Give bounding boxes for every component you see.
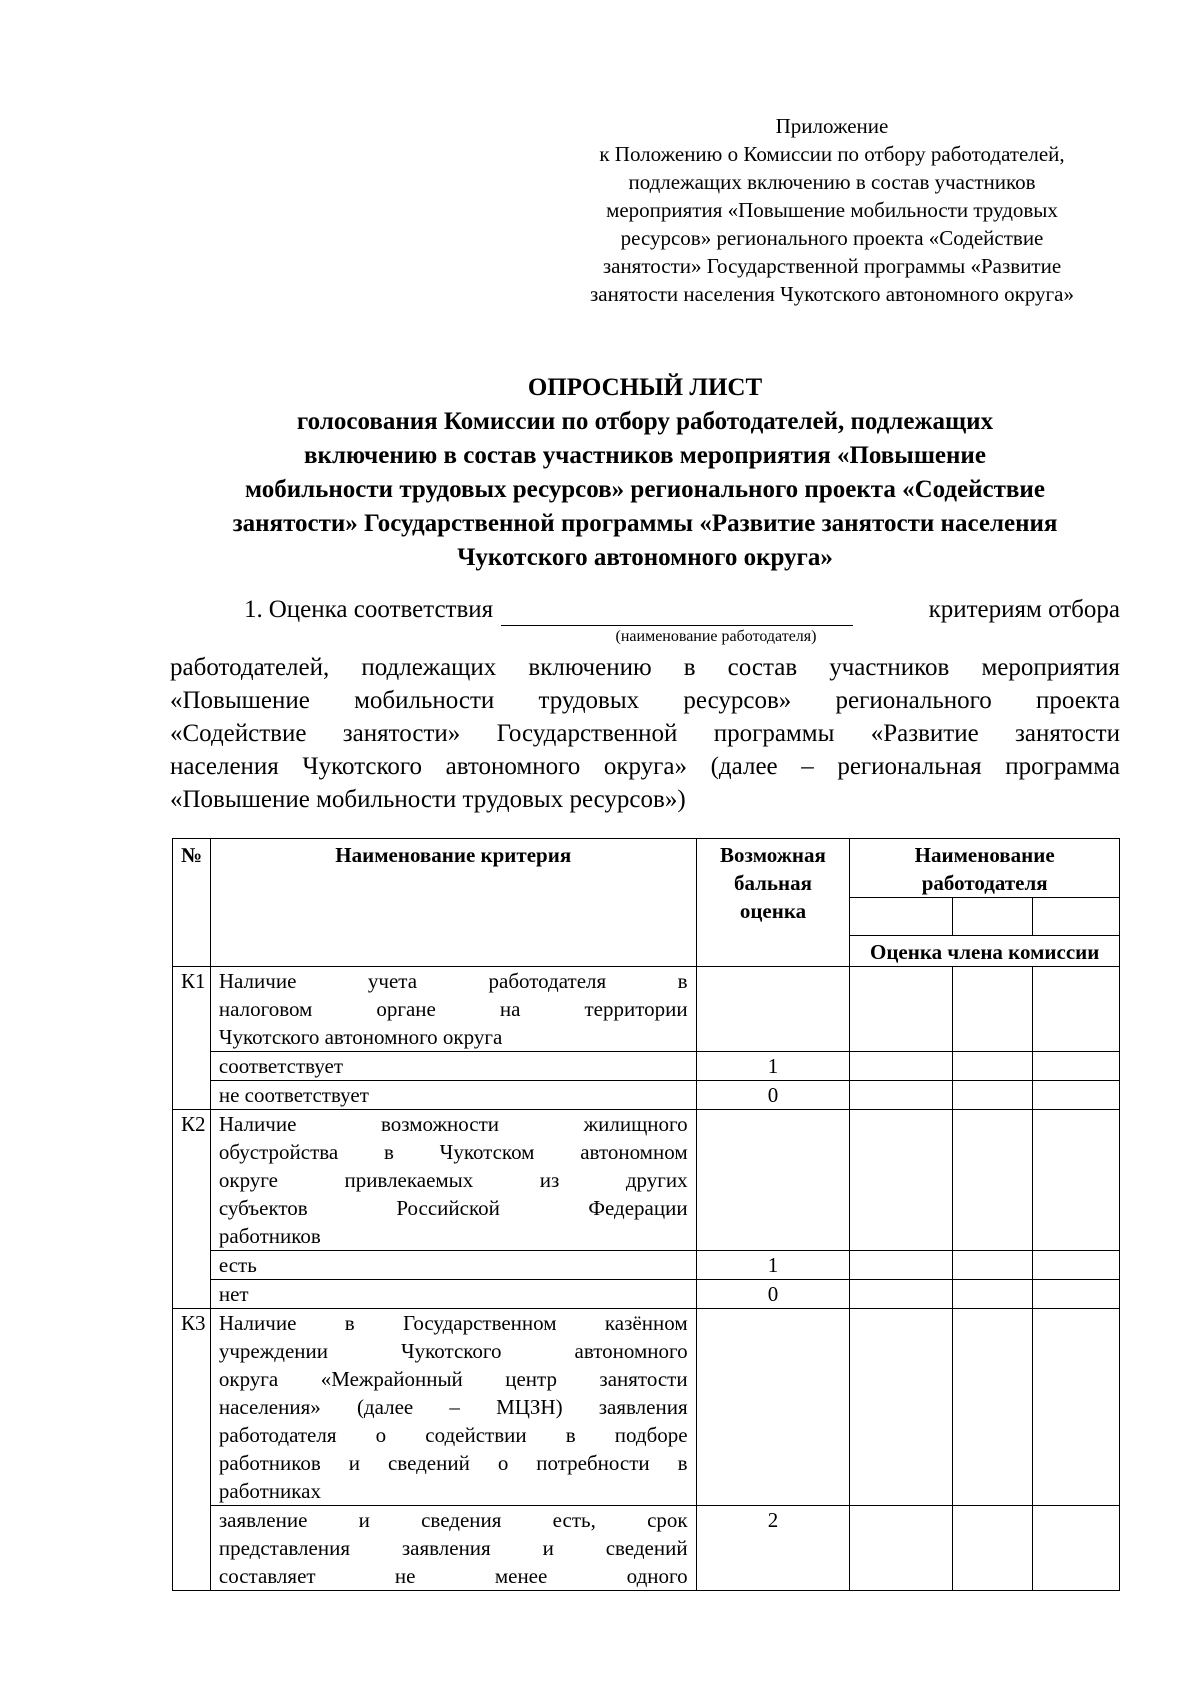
title-sub-line: мобильности трудовых ресурсов» регионального проекта «Содействие: [245, 476, 1045, 503]
option-row: [173, 1052, 1120, 1081]
criterion-line: работников и сведений о потребности в: [218, 1451, 688, 1475]
title-main: ОПРОСНЫЙ ЛИСТ: [527, 374, 763, 401]
score-cell: [696, 1110, 850, 1251]
criterion-row: [173, 1309, 1120, 1506]
section-1-first-line: [170, 594, 1120, 626]
member-score-cell[interactable]: [952, 1052, 1032, 1081]
option-score: 1: [696, 1052, 850, 1081]
option-row: [173, 1251, 1120, 1280]
criterion-code: К1: [173, 967, 211, 1110]
member-score-cell[interactable]: [1033, 1110, 1120, 1251]
section-tail-text: критериям отбора: [928, 596, 1120, 623]
criterion-code: К3: [173, 1309, 211, 1591]
criterion-line: работодателя о содействии в подборе: [218, 1423, 688, 1447]
header-member-score: Оценка члена комиссии: [850, 936, 1120, 967]
criterion-row: [173, 1110, 1120, 1251]
member-score-cell[interactable]: [850, 1251, 952, 1280]
appendix-line: подлежащих включению в состав участников: [628, 170, 1036, 194]
option-text: [210, 1506, 696, 1591]
criteria-table: [172, 838, 1120, 1591]
member-score-cell[interactable]: [850, 1309, 952, 1506]
employer-name-blank[interactable]: [501, 601, 853, 626]
criterion-line: Чукотского автономного округа: [218, 1025, 503, 1049]
option-row: [173, 1506, 1120, 1591]
member-score-cell[interactable]: [952, 1280, 1032, 1309]
appendix-header: [548, 112, 1116, 308]
criterion-line: работников: [218, 1224, 321, 1248]
header-score-text: Возможная бальная оценка: [720, 843, 826, 923]
section-lead-text: Оценка соответствия: [268, 596, 494, 623]
option-line: составляет не менее одного: [218, 1564, 688, 1588]
paragraph-line: населения Чукотского автономного округа» (далее – региональная программа: [170, 753, 1120, 780]
option-line: заявление и сведения есть, срок: [218, 1508, 688, 1532]
option-score: 0: [696, 1280, 850, 1309]
member-score-cell[interactable]: [1033, 1506, 1120, 1591]
option-row: [173, 1280, 1120, 1309]
option-text: есть: [210, 1251, 696, 1280]
table-header: [173, 839, 1120, 967]
appendix-line: мероприятия «Повышение мобильности трудовых: [606, 198, 1058, 222]
member-score-cell[interactable]: [850, 1081, 952, 1110]
member-score-cell[interactable]: [1033, 967, 1120, 1052]
criterion-line: округе привлекаемых из других: [218, 1168, 688, 1192]
criterion-line: населения» (далее – МЦЗН) заявления: [218, 1395, 688, 1419]
title-sub-line: Чукотского автономного округа»: [457, 544, 833, 571]
employer-cell[interactable]: [1033, 898, 1120, 936]
criterion-name: [210, 967, 696, 1052]
header-employer: Наименование работодателя: [850, 839, 1120, 898]
member-score-cell[interactable]: [1033, 1052, 1120, 1081]
title-sub-line: занятости» Государственной программы «Развитие занятости населения: [232, 510, 1058, 537]
criterion-line: налоговом органе на территории: [218, 997, 688, 1021]
member-score-cell[interactable]: [850, 1506, 952, 1591]
member-score-cell[interactable]: [1033, 1081, 1120, 1110]
title-sub-line: включению в состав участников мероприятия «Повышение: [304, 442, 986, 469]
member-score-cell[interactable]: [850, 1110, 952, 1251]
option-text: соответствует: [210, 1052, 696, 1081]
paragraph-line: «Повышение мобильности трудовых ресурсов» регионального проекта: [170, 687, 1120, 714]
section-number: 1.: [244, 596, 263, 623]
score-cell: [696, 967, 850, 1052]
table-body: [173, 967, 1120, 1591]
title-subtitle: [170, 405, 1120, 575]
criterion-line: обустройства в Чукотском автономном: [218, 1140, 688, 1164]
member-score-cell[interactable]: [952, 1506, 1032, 1591]
member-score-cell[interactable]: [952, 1251, 1032, 1280]
option-score: 2: [696, 1506, 850, 1591]
header-criterion: Наименование критерия: [210, 839, 696, 967]
criterion-line: Наличие возможности жилищного: [218, 1112, 688, 1136]
member-score-cell[interactable]: [1033, 1309, 1120, 1506]
option-line: представления заявления и сведений: [218, 1536, 688, 1560]
member-score-cell[interactable]: [952, 1081, 1032, 1110]
member-score-cell[interactable]: [952, 1309, 1032, 1506]
member-score-cell[interactable]: [850, 967, 952, 1052]
criterion-code: К2: [173, 1110, 211, 1309]
criterion-line: Наличие учета работодателя в: [218, 969, 688, 993]
member-score-cell[interactable]: [952, 1110, 1032, 1251]
criterion-line: округа «Межрайонный центр занятости: [218, 1367, 688, 1391]
criterion-line: Наличие в Государственном казённом: [218, 1311, 688, 1335]
criterion-line: работниках: [218, 1479, 321, 1503]
paragraph-line: «Повышение мобильности трудовых ресурсов»): [170, 786, 686, 813]
member-score-cell[interactable]: [850, 1052, 952, 1081]
paragraph-line: работодателей, подлежащих включению в состав участников мероприятия: [170, 654, 1120, 681]
appendix-line: ресурсов» регионального проекта «Содействие: [620, 226, 1044, 250]
document-title: [170, 370, 1120, 575]
option-score: 0: [696, 1081, 850, 1110]
option-text: нет: [210, 1280, 696, 1309]
member-score-cell[interactable]: [1033, 1251, 1120, 1280]
appendix-line: Приложение: [775, 114, 889, 138]
option-row: [173, 1081, 1120, 1110]
header-score: [696, 839, 850, 967]
member-score-cell[interactable]: [1033, 1280, 1120, 1309]
employer-cell[interactable]: [850, 898, 952, 936]
title-sub-line: голосования Комиссии по отбору работодателей, подлежащих: [296, 408, 994, 435]
blank-caption: (наименование работодателя): [615, 628, 817, 645]
criterion-line: субъектов Российской Федерации: [218, 1196, 688, 1220]
appendix-line: занятости» Государственной программы «Развитие: [602, 254, 1062, 278]
appendix-line: к Положению о Комиссии по отбору работодателей,: [599, 142, 1065, 166]
section-1-body: [170, 651, 1120, 816]
appendix-line: занятости населения Чукотского автономного округа»: [590, 282, 1074, 306]
member-score-cell[interactable]: [952, 967, 1032, 1052]
option-text: не соответствует: [210, 1081, 696, 1110]
employer-cell[interactable]: [952, 898, 1032, 936]
criterion-row: [173, 967, 1120, 1052]
paragraph-line: «Содействие занятости» Государственной программы «Развитие занятости: [170, 720, 1120, 747]
score-cell: [696, 1309, 850, 1506]
header-number: №: [173, 839, 211, 967]
member-score-cell[interactable]: [850, 1280, 952, 1309]
criterion-name: [210, 1309, 696, 1506]
criterion-name: [210, 1110, 696, 1251]
criterion-line: учреждении Чукотского автономного: [218, 1339, 688, 1363]
option-score: 1: [696, 1251, 850, 1280]
